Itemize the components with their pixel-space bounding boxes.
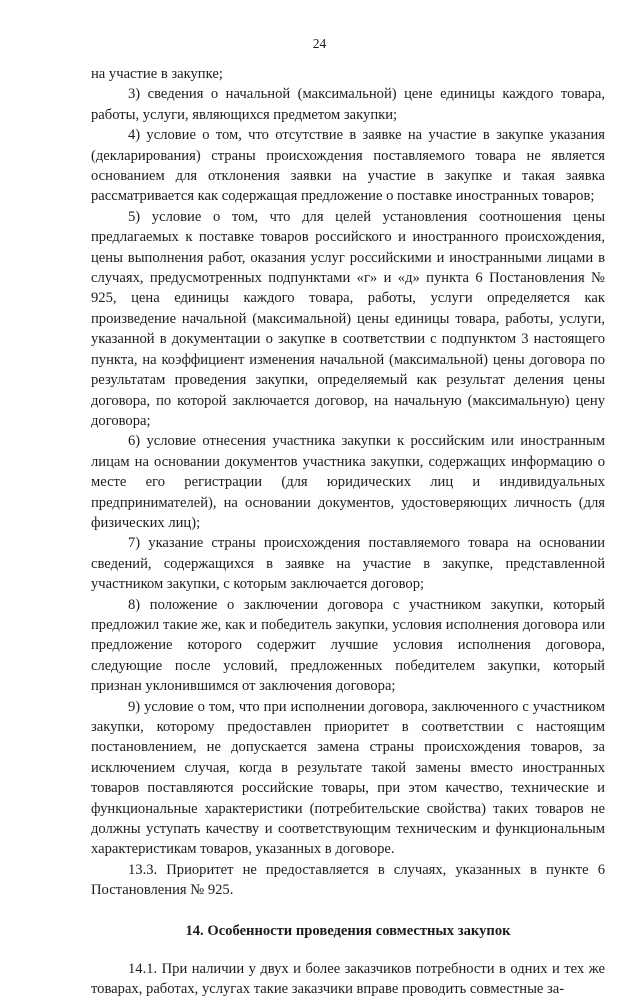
document-body <box>91 64 605 1000</box>
paragraph-item-6: 6) условие отнесения участника закупки к российским или иностранным лицам на основании документов участника закупки, содержащих информацию о месте его регистрации (для юридических лиц и индивидуальных предпринимателей), на основании документов, удостоверяющих личность (для физических лиц); <box>91 433 605 531</box>
paragraph-13-3: 13.3. Приоритет не предоставляется в случаях, указанных в пункте 6 Постановления № 925. <box>91 861 605 899</box>
paragraph-item-4: 4) условие о том, что отсутствие в заявке на участие в закупке указания (декларирования) страны происхождения поставляемого товара не является основанием для отклонения заявки на участие в закупке и такая заявка рассматривается как содержащая предложение о поставке иностранных товаров; <box>91 127 605 205</box>
page-number: 24 <box>312 36 327 51</box>
paragraph-item-9: 9) условие о том, что при исполнении договора, заключенного с участником закупки, которому предоставлен приоритет в соответствии с настоящим постановлением, не допускается замена страны происхождения товаров, за исключением случая, когда в результате такой замены вместо иностранных товаров поставляются российские товары, при этом качество, технические и функциональные характеристики (потребительские свойства) таких товаров не должны уступать качеству и соответствующим техническим и функциональным характеристикам товаров, указанных в договоре. <box>91 698 605 858</box>
paragraph-item-5: 5) условие о том, что для целей установления соотношения цены предлагаемых к поставке товаров российского и иностранного происхождения, цены выполнения работ, оказания услуг российскими и иностранными лицами в случаях, предусмотренных подпунктами «г» и «д» пункта 6 Постановления № 925, цена единицы каждого товара, работы, услуги определяется как произведение начальной (максимальной) цены единицы товара, работы, услуги, указанной в документации о закупке в соответствии с подпунктом 3 настоящего пункта, на коэффициент изменения начальной (максимальной) цены договора по результатам проведения закупки, определяемый как результат деления цены договора, по которой заключается договор, на начальную (максимальную) цену договора; <box>91 208 605 429</box>
paragraph-item-3: 3) сведения о начальной (максимальной) цене единицы каждого товара, работы, услуги, являющихся предметом закупки; <box>91 86 605 123</box>
paragraph-item-8: 8) положение о заключении договора с участником закупки, который предложил такие же, как и победитель закупки, условия исполнения договора или предложение которого содержит лучшие условия исполнения договора, следующие после условий, предложенных победителем закупки, который признан уклонившимся от заключения договора; <box>91 596 605 695</box>
section-heading: 14. Особенности проведения совместных закупок <box>185 922 511 939</box>
paragraph-item-7: 7) указание страны происхождения поставляемого товара на основании сведений, содержащихся в заявке на участие в закупке, представленной участником закупки, с которым заключается договор; <box>91 535 605 593</box>
paragraph-continuation: на участие в закупке; <box>91 66 223 82</box>
paragraph-14-1: 14.1. При наличии у двух и более заказчиков потребности в одних и тех же товарах, работах, услугах такие заказчики вправе проводить совместные за- <box>91 961 605 998</box>
